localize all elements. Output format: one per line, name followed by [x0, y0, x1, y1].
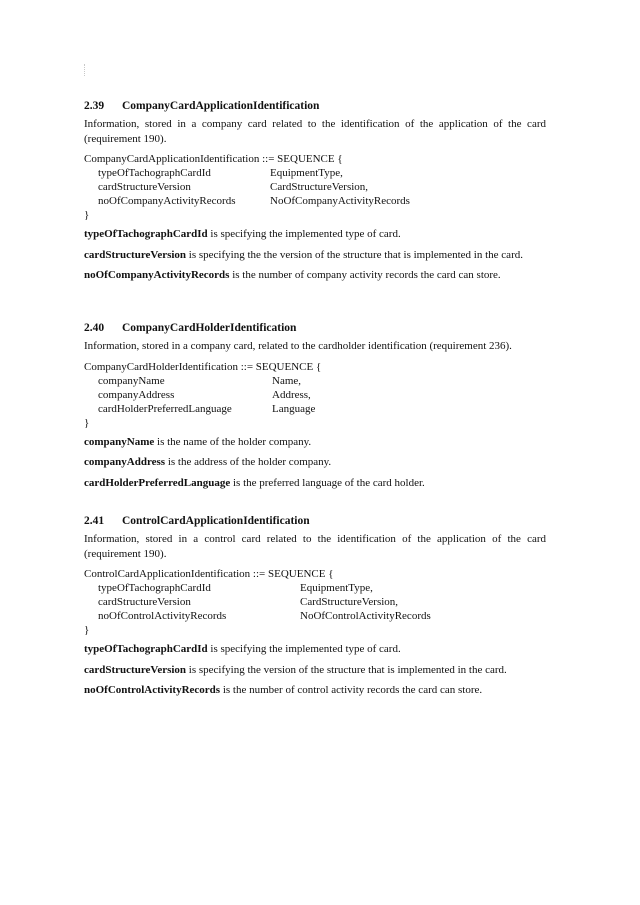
section-number: 2.39 [84, 100, 105, 112]
asn1-definition [84, 567, 546, 637]
section-number: 2.41 [84, 515, 105, 527]
sequence-close: } [84, 416, 90, 429]
field-type: CardStructureVersion, [300, 596, 399, 608]
section-heading [84, 514, 546, 529]
definition-text: is specifying the implemented type of card. [207, 228, 401, 240]
section-number: 2.40 [84, 322, 105, 334]
section-title: CompanyCardHolderIdentification [122, 322, 297, 334]
definition-text: is the address of the holder company. [165, 456, 332, 468]
definition-text: is specifying the implemented type of card. [207, 643, 401, 655]
definition-text: is the number of control activity records the card can store. [220, 684, 483, 696]
section-2-40 [84, 321, 546, 496]
asn1-field [84, 388, 546, 402]
field-definition [84, 248, 546, 263]
asn1-field [84, 581, 546, 595]
section-heading [84, 99, 546, 114]
section-title: CompanyCardApplicationIdentification [122, 100, 320, 112]
field-definition [84, 476, 546, 491]
sequence-open: ControlCardApplicationIdentification ::= SEQUENCE { [84, 568, 334, 580]
field-name: companyAddress [98, 388, 175, 401]
sequence-open: CompanyCardHolderIdentification ::= SEQUENCE { [84, 360, 322, 373]
field-type: NoOfControlActivityRecords [300, 610, 431, 622]
field-type: Name, [272, 374, 302, 387]
field-type: EquipmentType, [300, 582, 373, 594]
definition-text: is the number of company activity records the card can store. [229, 269, 501, 281]
field-type: NoOfCompanyActivityRecords [270, 195, 410, 207]
asn1-definition [84, 152, 546, 222]
field-name: noOfCompanyActivityRecords [98, 195, 236, 207]
field-type: CardStructureVersion, [270, 181, 369, 193]
asn1-field [84, 402, 546, 416]
definition-term: cardStructureVersion [84, 248, 187, 261]
asn1-field [84, 595, 546, 609]
sequence-close: } [84, 209, 90, 221]
definition-term: noOfCompanyActivityRecords [84, 269, 230, 281]
definition-term: cardHolderPreferredLanguage [84, 476, 231, 489]
field-type: Address, [272, 388, 311, 401]
field-type: EquipmentType, [270, 167, 343, 179]
field-definition [84, 268, 546, 283]
sequence-close: } [84, 624, 90, 636]
asn1-field [84, 194, 546, 208]
field-definition [84, 435, 546, 450]
asn1-field [84, 609, 546, 623]
asn1-field [84, 374, 546, 388]
definition-text: is the name of the holder company. [154, 435, 312, 448]
field-definition [84, 227, 546, 242]
definition-text: is specifying the version of the structure that is implemented in the card. [186, 663, 507, 676]
sequence-open: CompanyCardApplicationIdentification ::= SEQUENCE { [84, 153, 343, 165]
section-title: ControlCardApplicationIdentification [122, 515, 310, 527]
section-2-41 [84, 514, 546, 704]
definition-term: companyName [84, 435, 155, 448]
field-type: Language [272, 402, 316, 415]
field-name: typeOfTachographCardId [98, 167, 211, 179]
asn1-field [84, 166, 546, 180]
field-name: cardStructureVersion [98, 596, 191, 608]
scan-mark [84, 64, 86, 76]
section-intro: Information, stored in a company card, related to the cardholder identification (requirement 236). [84, 340, 512, 352]
definition-text: is specifying the the version of the structure that is implemented in the card. [186, 248, 523, 261]
definition-text: is the preferred language of the card holder. [230, 476, 425, 489]
field-name: noOfControlActivityRecords [98, 610, 227, 622]
field-definition [84, 683, 546, 698]
section-intro: Information, stored in a control card related to the identification of the application of the card (requirement 190). [84, 533, 546, 560]
section-intro: Information, stored in a company card related to the identification of the application of the card (requirement 190). [84, 118, 546, 145]
section-heading [84, 321, 546, 336]
field-name: cardStructureVersion [98, 181, 191, 193]
definition-term: companyAddress [84, 456, 166, 468]
asn1-field [84, 180, 546, 194]
definition-term: typeOfTachographCardId [84, 228, 208, 240]
section-2-39 [84, 99, 546, 289]
field-definition [84, 455, 546, 470]
asn1-definition [84, 360, 546, 430]
field-definition [84, 642, 546, 657]
definition-term: noOfControlActivityRecords [84, 684, 221, 696]
field-definition [84, 663, 546, 678]
definition-term: cardStructureVersion [84, 663, 187, 676]
field-name: companyName [98, 374, 165, 387]
field-name: cardHolderPreferredLanguage [98, 402, 232, 415]
definition-term: typeOfTachographCardId [84, 643, 208, 655]
field-name: typeOfTachographCardId [98, 582, 211, 594]
